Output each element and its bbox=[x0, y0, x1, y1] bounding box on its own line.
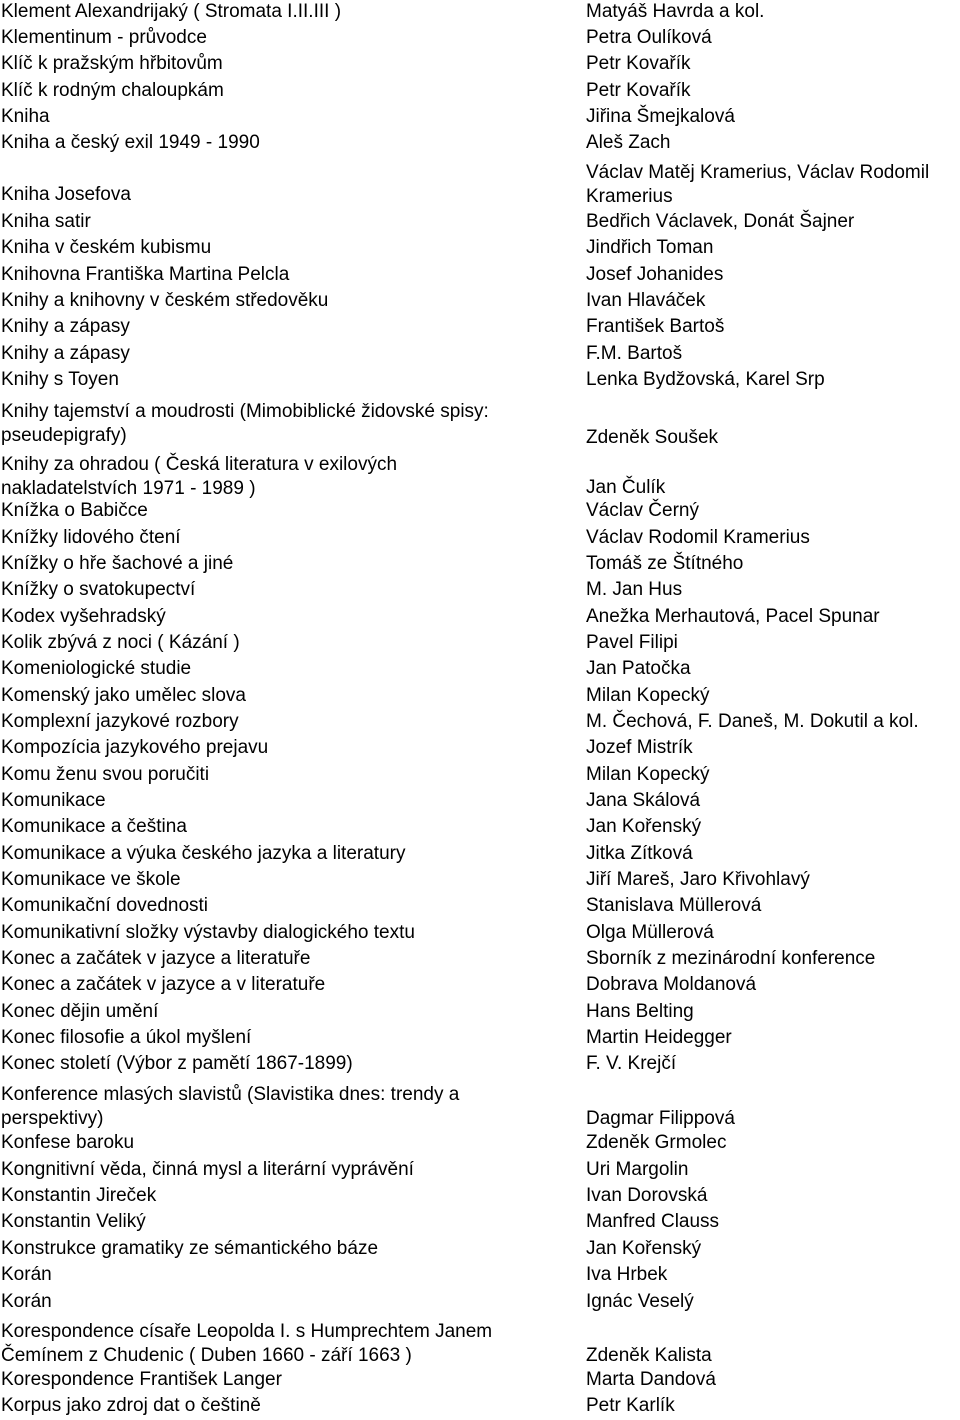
book-title: Korán bbox=[1, 1291, 52, 1312]
book-author: Bedřich Václavek, Donát Šajner bbox=[586, 211, 855, 232]
book-title: Konec filosofie a úkol myšlení bbox=[1, 1027, 252, 1048]
book-author: M. Jan Hus bbox=[586, 579, 683, 600]
book-title: Knihy a knihovny v českém středověku bbox=[1, 290, 329, 311]
book-author: Jiřina Šmejkalová bbox=[586, 106, 735, 127]
book-title: Kongnitivní věda, činná mysl a literární vyprávění bbox=[1, 1159, 414, 1180]
book-title: Knihy a zápasy bbox=[1, 316, 130, 337]
book-author: Dagmar Filippová bbox=[586, 1108, 735, 1129]
book-author: Stanislava Müllerová bbox=[586, 895, 762, 916]
book-title: Knihy a zápasy bbox=[1, 343, 130, 364]
book-author: Milan Kopecký bbox=[586, 685, 710, 706]
book-author: Petr Karlík bbox=[586, 1395, 675, 1416]
book-title: Komeniologické studie bbox=[1, 658, 192, 679]
book-author: Anežka Merhautová, Pacel Spunar bbox=[586, 606, 880, 627]
book-author: Jana Skálová bbox=[586, 790, 701, 811]
book-author: Jan Kořenský bbox=[586, 816, 702, 837]
book-title: Knížky o hře šachové a jiné bbox=[1, 553, 234, 574]
book-author: Jozef Mistrík bbox=[586, 737, 693, 758]
book-author: Jitka Zítková bbox=[586, 843, 693, 864]
book-author: Dobrava Moldanová bbox=[586, 974, 757, 995]
book-title: Konec století (Výbor z pamětí 1867-1899) bbox=[1, 1053, 353, 1074]
book-title: Komplexní jazykové rozbory bbox=[1, 711, 239, 732]
book-title: Kniha bbox=[1, 106, 50, 127]
book-title: Korespondence František Langer bbox=[1, 1369, 282, 1390]
book-title: Komunikace bbox=[1, 790, 106, 811]
book-author: Martin Heidegger bbox=[586, 1027, 732, 1048]
book-title: Komunikace ve škole bbox=[1, 869, 181, 890]
book-author: František Bartoš bbox=[586, 316, 725, 337]
book-author: Milan Kopecký bbox=[586, 764, 710, 785]
book-title: Korespondence císaře Leopolda I. s Humprechtem Janem Čemínem z Chudenic ( Duben 1660 - září 1663 ) bbox=[1, 1321, 493, 1366]
book-title: Konstantin Jireček bbox=[1, 1185, 157, 1206]
book-title: Knihy tajemství a moudrosti (Mimobiblické židovské spisy: pseudepigrafy) bbox=[1, 401, 489, 446]
book-author: Petr Kovařík bbox=[586, 53, 691, 74]
book-title: Konec dějin umění bbox=[1, 1001, 159, 1022]
book-title: Klementinum - průvodce bbox=[1, 27, 207, 48]
book-author: Pavel Filipi bbox=[586, 632, 678, 653]
book-author: F. V. Krejčí bbox=[586, 1053, 677, 1074]
book-title: Komenský jako umělec slova bbox=[1, 685, 246, 706]
book-author: Tomáš ze Štítného bbox=[586, 553, 744, 574]
book-author: Iva Hrbek bbox=[586, 1264, 668, 1285]
book-author: Josef Johanides bbox=[586, 264, 724, 285]
book-author: Zdeněk Kalista bbox=[586, 1345, 712, 1366]
book-author: Hans Belting bbox=[586, 1001, 694, 1022]
book-author: Aleš Zach bbox=[586, 132, 671, 153]
book-title: Korpus jako zdroj dat o češtině bbox=[1, 1395, 261, 1416]
book-author: Ignác Veselý bbox=[586, 1291, 694, 1312]
book-title: Klíč k rodným chaloupkám bbox=[1, 80, 224, 101]
book-author: Matyáš Havrda a kol. bbox=[586, 1, 765, 22]
book-title: Komunikace a výuka českého jazyka a literatury bbox=[1, 843, 406, 864]
book-author: M. Čechová, F. Daneš, M. Dokutil a kol. bbox=[586, 711, 919, 732]
book-title: Kodex vyšehradský bbox=[1, 606, 166, 627]
book-title: Klíč k pražským hřbitovům bbox=[1, 53, 223, 74]
book-title: Konec a začátek v jazyce a v literatuře bbox=[1, 974, 326, 995]
book-author: Ivan Hlaváček bbox=[586, 290, 706, 311]
book-title: Klement Alexandrijaký ( Stromata I.II.III ) bbox=[1, 1, 342, 22]
book-title: Knihovna Františka Martina Pelcla bbox=[1, 264, 290, 285]
book-author: Olga Müllerová bbox=[586, 922, 714, 943]
book-author: Marta Dandová bbox=[586, 1369, 716, 1390]
book-title: Kniha Josefova bbox=[1, 184, 131, 205]
book-author: Sborník z mezinárodní konference bbox=[586, 948, 876, 969]
book-author: Lenka Bydžovská, Karel Srp bbox=[586, 369, 825, 390]
book-author: Václav Rodomil Kramerius bbox=[586, 527, 810, 548]
book-author: Zdeněk Soušek bbox=[586, 427, 719, 448]
book-title: Knihy za ohradou ( Česká literatura v exilových nakladatelstvích 1971 - 1989 ) bbox=[1, 454, 398, 499]
book-title: Konec a začátek v jazyce a literatuře bbox=[1, 948, 311, 969]
book-author: Václav Černý bbox=[586, 500, 699, 521]
book-title: Knihy s Toyen bbox=[1, 369, 119, 390]
book-title: Knížka o Babičce bbox=[1, 500, 148, 521]
book-author: Jan Kořenský bbox=[586, 1238, 702, 1259]
book-title: Komunikativní složky výstavby dialogického textu bbox=[1, 922, 415, 943]
book-title: Konfese baroku bbox=[1, 1132, 135, 1153]
book-title: Kolik zbývá z noci ( Kázání ) bbox=[1, 632, 240, 653]
book-author: Zdeněk Grmolec bbox=[586, 1132, 727, 1153]
book-title: Kniha a český exil 1949 - 1990 bbox=[1, 132, 260, 153]
book-title: Knížky o svatokupectví bbox=[1, 579, 196, 600]
book-author: Petr Kovařík bbox=[586, 80, 691, 101]
book-author: Jindřich Toman bbox=[586, 237, 714, 258]
book-author: Uri Margolin bbox=[586, 1159, 689, 1180]
book-author: Ivan Dorovská bbox=[586, 1185, 708, 1206]
book-author: Jiří Mareš, Jaro Křivohlavý bbox=[586, 869, 810, 890]
book-author: Václav Matěj Kramerius, Václav Rodomil Kramerius bbox=[586, 162, 930, 207]
book-title: Komunikační dovednosti bbox=[1, 895, 209, 916]
book-author: Petra Oulíková bbox=[586, 27, 712, 48]
book-title: Kniha v českém kubismu bbox=[1, 237, 212, 258]
book-author: Manfred Clauss bbox=[586, 1211, 720, 1232]
book-title: Konstantin Veliký bbox=[1, 1211, 146, 1232]
book-title: Konference mlasých slavistů (Slavistika dnes: trendy a perspektivy) bbox=[1, 1084, 460, 1129]
book-author: Jan Čulík bbox=[586, 477, 666, 498]
book-title: Konstrukce gramatiky ze sémantického báze bbox=[1, 1238, 379, 1259]
book-title: Korán bbox=[1, 1264, 52, 1285]
book-author: F.M. Bartoš bbox=[586, 343, 683, 364]
book-title: Komunikace a čeština bbox=[1, 816, 187, 837]
book-title: Kompozícia jazykového prejavu bbox=[1, 737, 269, 758]
book-title: Komu ženu svou poručiti bbox=[1, 764, 210, 785]
book-title: Kniha satir bbox=[1, 211, 91, 232]
book-author: Jan Patočka bbox=[586, 658, 691, 679]
book-title: Knížky lidového čtení bbox=[1, 527, 181, 548]
